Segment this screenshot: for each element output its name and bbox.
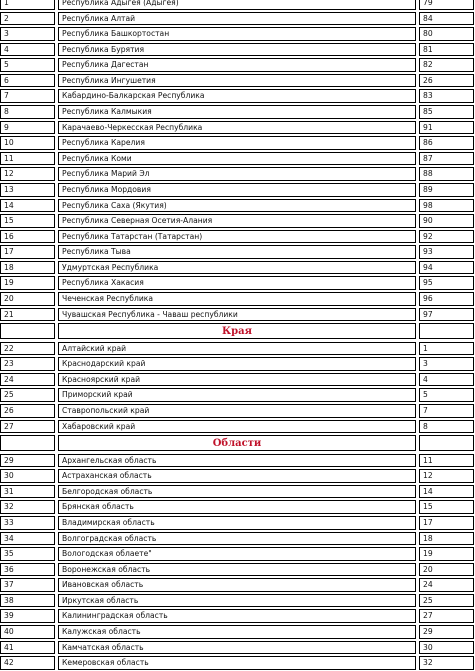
row-number: 3	[0, 27, 55, 41]
region-code: 89	[419, 183, 474, 197]
region-name: Приморский край	[58, 388, 416, 402]
region-code: 8	[419, 420, 474, 434]
row-number: 39	[0, 609, 55, 623]
region-name: Краснодарский край	[58, 357, 416, 371]
table-row	[0, 104, 475, 120]
region-code: 1	[419, 342, 474, 356]
region-name: Республика Бурятия	[58, 43, 416, 57]
region-name: Республика Адыгея (Адыгея)	[58, 0, 416, 10]
row-number: 41	[0, 641, 55, 655]
table-row	[0, 655, 475, 671]
region-name: Республика Ингушетия	[58, 74, 416, 88]
region-name: Калининградская область	[58, 609, 416, 623]
region-code: 94	[419, 261, 474, 275]
region-code: 88	[419, 167, 474, 181]
section-title: Края	[58, 323, 416, 339]
region-name: Республика Коми	[58, 152, 416, 166]
region-name: Архангельская область	[58, 454, 416, 468]
table-row	[0, 593, 475, 609]
region-name: Республика Северная Осетия-Алания	[58, 214, 416, 228]
region-code: 92	[419, 230, 474, 244]
empty-cell	[419, 323, 474, 339]
table-row	[0, 42, 475, 58]
region-name: Республика Карелия	[58, 136, 416, 150]
region-name: Брянская область	[58, 500, 416, 514]
table-row	[0, 151, 475, 167]
region-name: Иркутская область	[58, 594, 416, 608]
region-code: 97	[419, 308, 474, 322]
row-number: 17	[0, 245, 55, 259]
region-code: 14	[419, 485, 474, 499]
table-row	[0, 499, 475, 515]
region-name: Камчатская область	[58, 641, 416, 655]
region-code: 4	[419, 373, 474, 387]
table-row	[0, 198, 475, 214]
region-name: Республика Алтай	[58, 12, 416, 26]
region-code: 24	[419, 578, 474, 592]
region-name: Алтайский край	[58, 342, 416, 356]
region-code: 81	[419, 43, 474, 57]
table-row	[0, 291, 475, 307]
region-name: Республика Марий Эл	[58, 167, 416, 181]
table-row	[0, 484, 475, 500]
row-number: 9	[0, 121, 55, 135]
table-row	[0, 260, 475, 276]
region-code: 7	[419, 404, 474, 418]
region-name: Хабаровский край	[58, 420, 416, 434]
table-row	[0, 515, 475, 531]
row-number: 8	[0, 105, 55, 119]
table-row	[0, 468, 475, 484]
row-number: 13	[0, 183, 55, 197]
row-number: 32	[0, 500, 55, 514]
region-code: 87	[419, 152, 474, 166]
region-code: 19	[419, 547, 474, 561]
row-number: 40	[0, 625, 55, 639]
table-row	[0, 135, 475, 151]
row-number: 31	[0, 485, 55, 499]
table-row	[0, 307, 475, 323]
row-number: 6	[0, 74, 55, 88]
table-row	[0, 453, 475, 469]
region-name: Республика Калмыкия	[58, 105, 416, 119]
region-code: 98	[419, 199, 474, 213]
region-name: Удмуртская Республика	[58, 261, 416, 275]
row-number: 14	[0, 199, 55, 213]
table-row	[0, 387, 475, 403]
table-row	[0, 213, 475, 229]
region-code: 82	[419, 58, 474, 72]
table-row	[0, 531, 475, 547]
region-name: Республика Мордовия	[58, 183, 416, 197]
region-name: Вологодская облаете"	[58, 547, 416, 561]
region-code: 95	[419, 276, 474, 290]
region-code: 5	[419, 388, 474, 402]
row-number: 4	[0, 43, 55, 57]
region-code: 18	[419, 532, 474, 546]
region-code: 84	[419, 12, 474, 26]
region-name: Ставропольский край	[58, 404, 416, 418]
table-row	[0, 26, 475, 42]
row-number: 27	[0, 420, 55, 434]
section-header-row	[0, 434, 475, 453]
table-row	[0, 73, 475, 89]
row-number: 21	[0, 308, 55, 322]
table-row	[0, 0, 475, 11]
row-number: 33	[0, 516, 55, 530]
table-row	[0, 403, 475, 419]
table-row	[0, 275, 475, 291]
row-number: 25	[0, 388, 55, 402]
region-code: 85	[419, 105, 474, 119]
table-row	[0, 229, 475, 245]
region-name: Астраханская область	[58, 469, 416, 483]
section-header-row	[0, 322, 475, 341]
region-code: 93	[419, 245, 474, 259]
region-code: 11	[419, 454, 474, 468]
empty-cell	[419, 435, 474, 451]
region-code: 12	[419, 469, 474, 483]
table-row	[0, 11, 475, 27]
region-code: 80	[419, 27, 474, 41]
row-number: 36	[0, 563, 55, 577]
table-row	[0, 166, 475, 182]
table-row	[0, 57, 475, 73]
table-row	[0, 562, 475, 578]
section-title: Области	[58, 435, 416, 451]
table-row	[0, 120, 475, 136]
row-number: 15	[0, 214, 55, 228]
region-name: Волгоградская область	[58, 532, 416, 546]
table-row	[0, 624, 475, 640]
table-row	[0, 640, 475, 656]
row-number: 7	[0, 89, 55, 103]
row-number: 18	[0, 261, 55, 275]
region-name: Республика Тыва	[58, 245, 416, 259]
row-number: 38	[0, 594, 55, 608]
row-number: 37	[0, 578, 55, 592]
table-row	[0, 546, 475, 562]
region-code: 96	[419, 292, 474, 306]
empty-cell	[0, 323, 55, 339]
row-number: 5	[0, 58, 55, 72]
region-name: Республика Татарстан (Татарстан)	[58, 230, 416, 244]
table-row	[0, 356, 475, 372]
region-code: 79	[419, 0, 474, 10]
region-code: 27	[419, 609, 474, 623]
table-row	[0, 244, 475, 260]
row-number: 24	[0, 373, 55, 387]
row-number: 35	[0, 547, 55, 561]
table-row	[0, 341, 475, 357]
row-number: 19	[0, 276, 55, 290]
region-code: 86	[419, 136, 474, 150]
region-code: 83	[419, 89, 474, 103]
region-name: Карачаево-Черкесская Республика	[58, 121, 416, 135]
row-number: 10	[0, 136, 55, 150]
table-row	[0, 419, 475, 435]
region-name: Республика Хакасия	[58, 276, 416, 290]
row-number: 30	[0, 469, 55, 483]
row-number: 12	[0, 167, 55, 181]
region-code: 26	[419, 74, 474, 88]
region-code: 25	[419, 594, 474, 608]
region-name: Владимирская область	[58, 516, 416, 530]
row-number: 16	[0, 230, 55, 244]
region-code: 15	[419, 500, 474, 514]
region-name: Чувашская Республика - Чаваш республики	[58, 308, 416, 322]
table-row	[0, 182, 475, 198]
region-code: 29	[419, 625, 474, 639]
region-code: 3	[419, 357, 474, 371]
region-name: Кемеровская область	[58, 656, 416, 670]
table-row	[0, 372, 475, 388]
region-name: Кабардино-Балкарская Республика	[58, 89, 416, 103]
region-code: 91	[419, 121, 474, 135]
region-name: Ивановская область	[58, 578, 416, 592]
row-number: 29	[0, 454, 55, 468]
row-number: 23	[0, 357, 55, 371]
empty-cell	[0, 435, 55, 451]
region-code: 90	[419, 214, 474, 228]
region-name: Республика Башкортостан	[58, 27, 416, 41]
region-name: Республика Саха (Якутия)	[58, 199, 416, 213]
row-number: 26	[0, 404, 55, 418]
table-row	[0, 608, 475, 624]
region-name: Калужская область	[58, 625, 416, 639]
region-name: Республика Дагестан	[58, 58, 416, 72]
region-code: 30	[419, 641, 474, 655]
row-number: 2	[0, 12, 55, 26]
table-row	[0, 88, 475, 104]
row-number: 20	[0, 292, 55, 306]
region-name: Чеченская Республика	[58, 292, 416, 306]
table-row	[0, 577, 475, 593]
row-number: 34	[0, 532, 55, 546]
row-number: 22	[0, 342, 55, 356]
region-code: 17	[419, 516, 474, 530]
region-code: 32	[419, 656, 474, 670]
region-name: Красноярский край	[58, 373, 416, 387]
row-number: 11	[0, 152, 55, 166]
row-number: 42	[0, 656, 55, 670]
region-name: Воронежская область	[58, 563, 416, 577]
region-code: 20	[419, 563, 474, 577]
row-number: 1	[0, 0, 55, 10]
region-name: Белгородская область	[58, 485, 416, 499]
